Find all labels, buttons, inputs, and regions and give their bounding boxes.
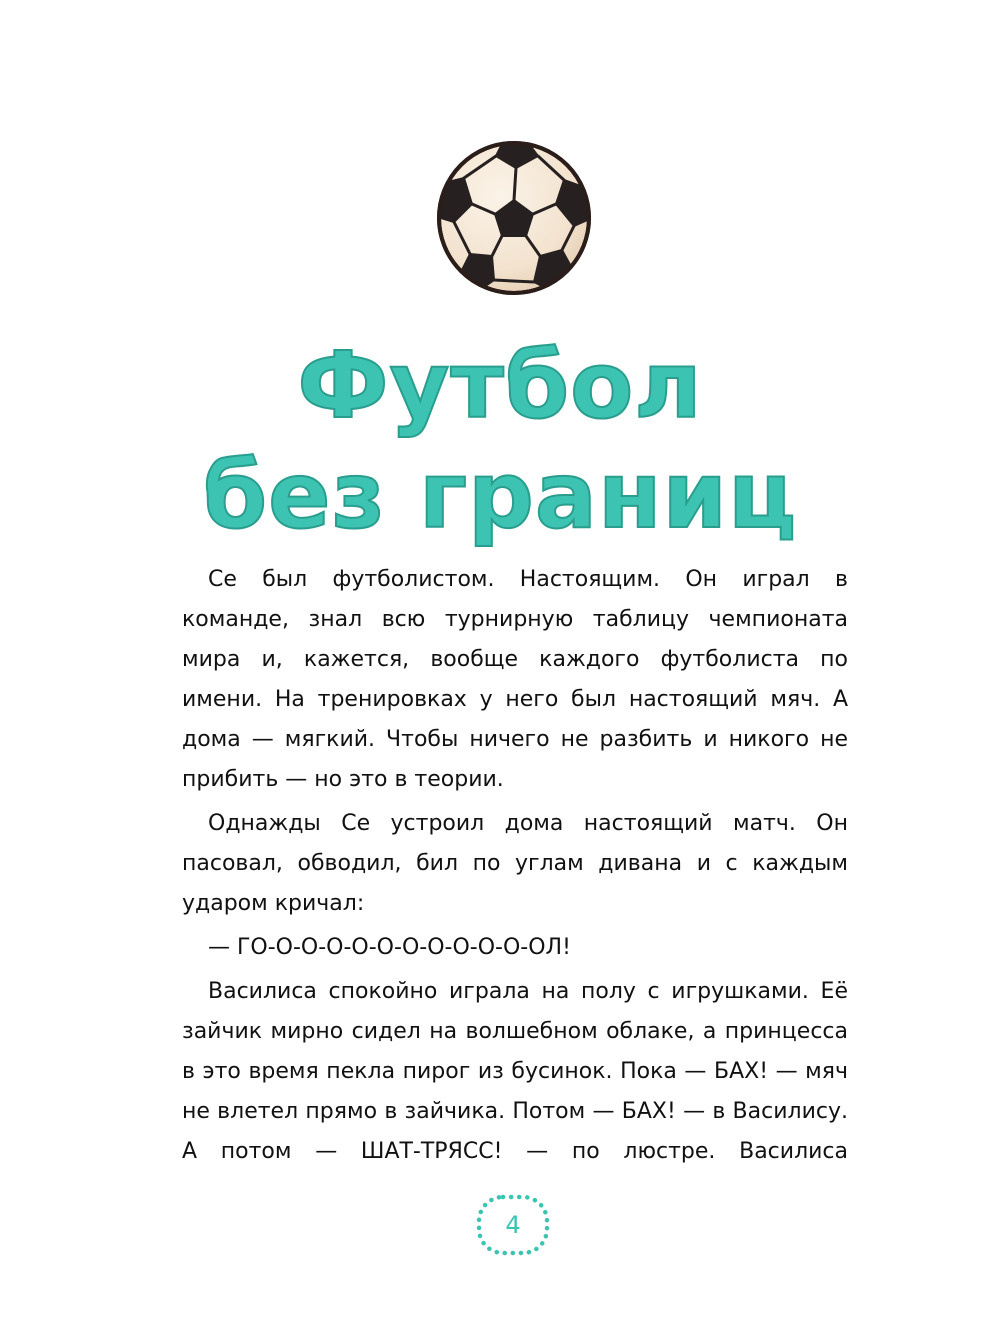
paragraph-2: Однажды Се устроил дома настоящий матч. Он пасовал, обводил, бил по углам дивана и с каждым ударом кричал: [182,811,848,916]
page-title-line-2: без границ [202,442,798,549]
story-text [182,560,848,1176]
paragraph-1: Се был футболистом. Настоящим. Он играл в команде, знал всю турнирную таблицу чемпионата мира и, кажется, вообще каждого футболиста по имени. На тренировках у него был настоящий мяч. А дома — мягкий. Чтобы ничего не разбить и никого не прибить — но это в теории. [182,567,848,792]
page-number-badge [474,1192,552,1258]
page-title-line-1: Футбол [297,332,703,439]
soccer-ball-icon [434,138,594,298]
paragraph-3: — ГО-О-О-О-О-О-О-О-О-О-О-ОЛ! [208,935,571,960]
page-number: 4 [505,1211,521,1239]
paragraph-4: Василиса спокойно играла на полу с игрушками. Её зайчик мирно сидел на волшебном облаке, а принцесса в это время пекла пирог из бусинок. Пока — БАХ! — мяч не влетел прямо в зайчика. Потом — БАХ! — в Василису. А потом — ШАТ-ТРЯСС! — по люстре. Василиса [182,979,848,1164]
